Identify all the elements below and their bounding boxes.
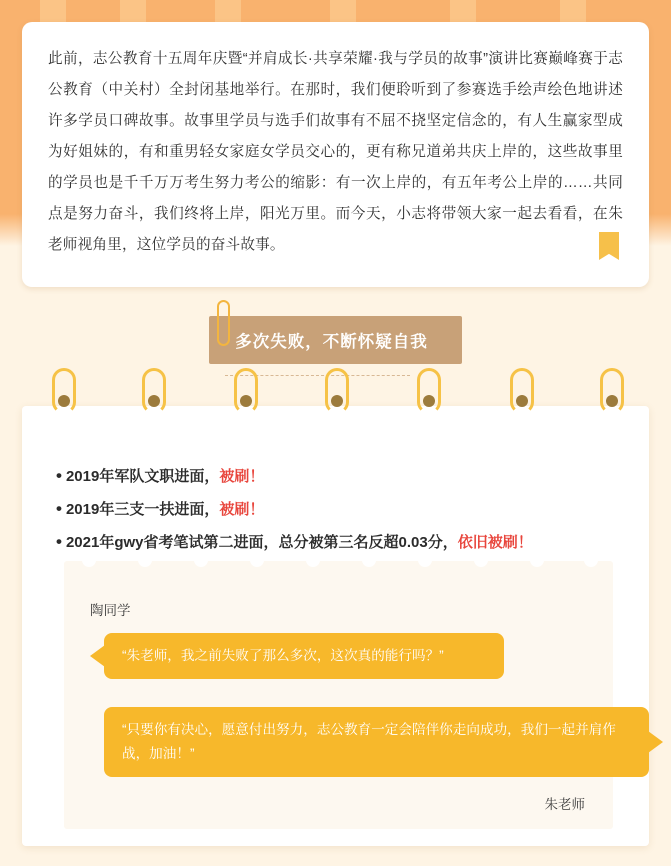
chat-panel-teeth xyxy=(64,560,613,574)
list-item xyxy=(56,497,626,522)
tooth xyxy=(250,553,264,567)
ring-icon xyxy=(325,368,349,414)
list-item-text: 2021年gwy省考笔试第二进面，总分被第三名反超0.03分， xyxy=(65,534,458,551)
tooth xyxy=(306,553,320,567)
tooth xyxy=(82,553,96,567)
chat-teacher-name: 朱老师 xyxy=(544,797,585,812)
chat-panel xyxy=(64,561,616,829)
list-item-text: 2019年三支一扶进面， xyxy=(65,501,220,518)
bullet-dot: • xyxy=(56,532,62,551)
paperclip-icon xyxy=(217,300,230,346)
timeline-list xyxy=(56,464,626,563)
notebook-card xyxy=(22,406,649,846)
tooth xyxy=(138,553,152,567)
ring-icon xyxy=(52,368,76,414)
bullet-dot: • xyxy=(56,466,62,485)
intro-paragraph: 此前，志公教育十五周年庆暨“并肩成长·共享荣耀·我与学员的故事”演讲比赛巅峰赛于志公教育（中关村）全封闭基地举行。在那时，我们便聆听到了参赛选手绘声绘色地讲述许多学员口碑故事。故事里学员与选手们故事有不屈不挠坚定信念的，有人生赢家型成为好姐妹的，有和重男轻女家庭女学员交心的，更有称兄道弟共庆上岸的，这些故事里的学员也是千千万万考生努力考公的缩影：有一次上岸的，有五年考公上岸的……共同点是努力奋斗，我们终将上岸，阳光万里。而今天，小志将带领大家一起去看看，在朱老师视角里，这位学员的奋斗故事。 xyxy=(48,51,623,253)
list-item xyxy=(56,530,626,555)
list-item-highlight: 被刷！ xyxy=(219,468,265,485)
list-item-highlight: 依旧被刷！ xyxy=(457,534,533,551)
section-heading xyxy=(209,316,462,364)
ring-icon xyxy=(600,368,624,414)
tooth xyxy=(362,553,376,567)
section-heading-label: 多次失败，不断怀疑自我 xyxy=(235,333,428,351)
ring-icon xyxy=(417,368,441,414)
notebook-rings xyxy=(22,384,649,428)
bullet-dot: • xyxy=(56,499,62,518)
tooth xyxy=(584,553,598,567)
tooth xyxy=(194,553,208,567)
chat-bubble-teacher: “只要你有决心，愿意付出努力，志公教育一定会陪伴你走向成功，我们一起并肩作战，加油！” xyxy=(104,707,649,777)
ring-icon xyxy=(142,368,166,414)
intro-card xyxy=(22,22,649,287)
tooth xyxy=(530,553,544,567)
list-item-highlight: 被刷！ xyxy=(219,501,265,518)
chat-bubble-student: “朱老师，我之前失败了那么多次，这次真的能行吗？” xyxy=(104,633,504,679)
ring-icon xyxy=(234,368,258,414)
section-heading-wrapper xyxy=(0,316,671,364)
ring-icon xyxy=(510,368,534,414)
chat-student-name: 陶同学 xyxy=(90,603,131,618)
list-item xyxy=(56,464,626,489)
tooth xyxy=(474,553,488,567)
tooth xyxy=(418,553,432,567)
list-item-text: 2019年军队文职进面， xyxy=(65,468,220,485)
